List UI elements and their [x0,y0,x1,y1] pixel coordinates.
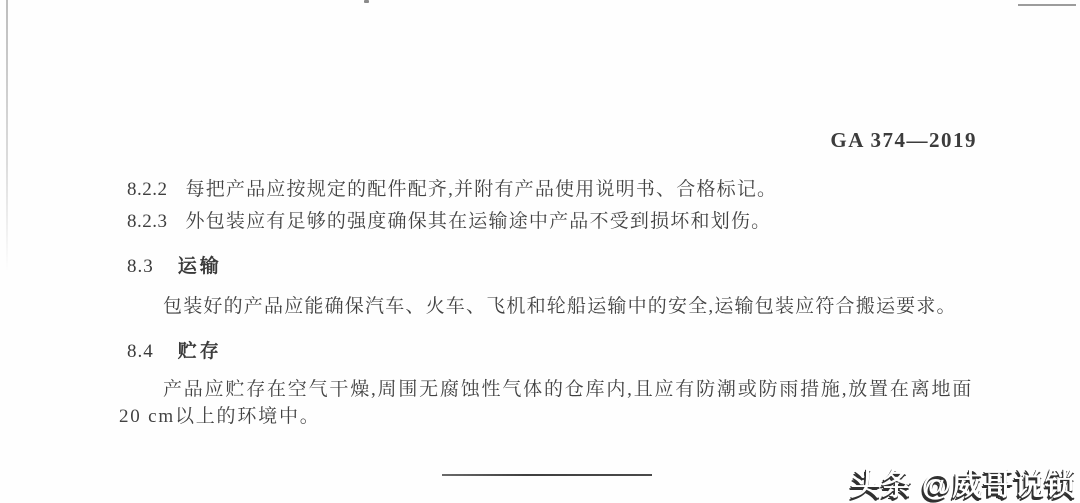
standard-number: GA 374—2019 [830,128,977,152]
clause-number: 8.2.3 [127,211,168,232]
clause-8-2-2 [127,174,777,201]
footer-divider-line [442,474,652,476]
section-8-4-paragraph-line-2: 20 cm以上的环境中。 [119,406,321,427]
scan-edge-line-left [6,0,8,272]
watermark-text: 头条 @威哥说锁 [850,469,1076,502]
clause-text: 每把产品应按规定的配件配齐,并附有产品使用说明书、合格标记。 [185,179,778,200]
section-title: 贮存 [177,341,222,362]
section-heading-8-4 [127,336,222,363]
clause-8-2-3 [127,206,771,233]
section-8-3-paragraph: 包装好的产品应能确保汽车、火车、飞机和轮船运输中的安全,运输包装应符合搬运要求。 [163,296,957,317]
scan-edge-line-top-right [1018,4,1076,6]
section-8-4-paragraph-line-1: 产品应贮存在空气干燥,周围无腐蚀性气体的仓库内,且应有防潮或防雨措施,放置在离地面 [163,379,974,400]
scan-speck [364,0,369,3]
section-number: 8.3 [127,256,154,277]
clause-text: 外包装应有足够的强度确保其在运输途中产品不受到损坏和划伤。 [185,211,772,232]
section-heading-8-3 [127,251,222,278]
clause-number: 8.2.2 [127,179,168,200]
section-title: 运输 [177,256,222,277]
section-number: 8.4 [127,341,154,362]
